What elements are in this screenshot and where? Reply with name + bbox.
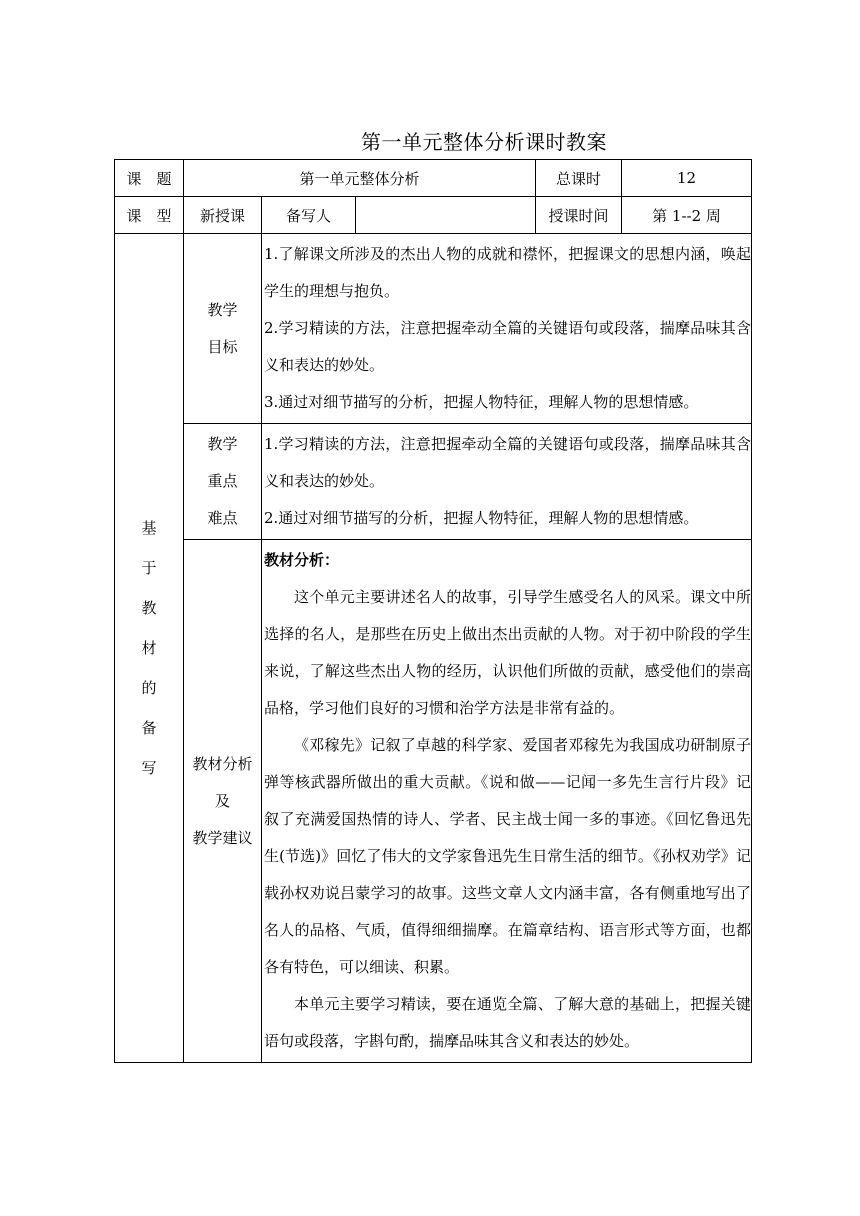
- side-label-cell: [115, 234, 184, 1063]
- side-label-char: 写: [141, 759, 157, 777]
- table-row-type: [115, 197, 752, 234]
- key-points-content: [262, 424, 752, 540]
- preparer-value: [356, 197, 536, 234]
- topic-value: 第一单元整体分析: [184, 160, 536, 197]
- total-hours-value: 12: [622, 160, 752, 197]
- analysis-paragraph: 这个单元主要讲述名人的故事，引导学生感受名人的风采。课文中所选择的名人，是那些在历史上做出杰出贡献的人物。对于初中阶段的学生来说，了解这些杰出人物的经历，认识他们所做的贡献，感受他们的崇高品格，学习他们良好的习惯和治学方法是非常有益的。: [264, 588, 752, 717]
- analysis-heading: 教材分析：: [264, 551, 340, 569]
- label-teaching-goals: 教学 目标: [184, 234, 262, 424]
- table-row-key-points: [115, 424, 752, 540]
- teaching-goals-content: [262, 234, 752, 424]
- page-title: 第一单元整体分析课时教案: [361, 130, 607, 154]
- label-key-points: 教学 重点 难点: [184, 424, 262, 540]
- side-label-char: 基: [141, 519, 157, 537]
- label-teaching-time: 授课时间: [536, 197, 622, 234]
- label-preparer: 备写人: [262, 197, 356, 234]
- analysis-paragraph: 《邓稼先》记叙了卓越的科学家、爱国者邓稼先为我国成功研制原子弹等核武器所做出的重大贡献。《说和做——记闻一多先生言行片段》记叙了充满爱国热情的诗人、学者、民主战士闻一多的事迹。《回忆鲁迅先生(节选)》回忆了伟大的文学家鲁迅先生日常生活的细节。《孙权劝学》记载孙权劝说吕蒙学习的故事。这些文章人文内涵丰富，各有侧重地写出了名人的品格、气质，值得细细揣摩。在篇章结构、语言形式等方面，也都各有特色，可以细读、积累。: [264, 736, 752, 976]
- table-row-topic: [115, 160, 752, 197]
- label-lesson-type: 课 型: [115, 197, 184, 234]
- label-total-hours: 总课时: [536, 160, 622, 197]
- label-topic: 课 题: [115, 160, 184, 197]
- teaching-time-value: 第 1--2 周: [622, 197, 752, 234]
- goal-item: 1.了解课文所涉及的杰出人物的成就和襟怀，把握课文的思想内涵，唤起学生的理想与抱负。: [264, 245, 752, 300]
- label-material-analysis: 教材分析 及 教学建议: [184, 540, 262, 1063]
- key-point-item: 1.学习精读的方法，注意把握牵动全篇的关键语句或段落，揣摩品味其含义和表达的妙处。: [264, 435, 752, 490]
- goal-item: 3.通过对细节描写的分析，把握人物特征，理解人物的思想情感。: [264, 393, 699, 411]
- table-row-goals: [115, 234, 752, 424]
- side-label-char: 材: [141, 639, 157, 657]
- material-analysis-content: [262, 540, 752, 1063]
- analysis-paragraph: 本单元主要学习精读，要在通览全篇、了解大意的基础上，把握关键语句或段落，字斟句酌，揣摩品味其含义和表达的妙处。: [264, 995, 752, 1050]
- table-row-analysis: [115, 540, 752, 1063]
- side-label-char: 的: [141, 679, 157, 697]
- lesson-type-value: 新授课: [184, 197, 262, 234]
- key-point-item: 2.通过对细节描写的分析，把握人物特征，理解人物的思想情感。: [264, 509, 699, 527]
- goal-item: 2.学习精读的方法，注意把握牵动全篇的关键语句或段落，揣摩品味其含义和表达的妙处。: [264, 319, 752, 374]
- side-label-char: 于: [141, 559, 157, 577]
- lesson-plan-table: [114, 159, 752, 1063]
- side-label-char: 备: [141, 719, 157, 737]
- side-label-char: 教: [141, 599, 157, 617]
